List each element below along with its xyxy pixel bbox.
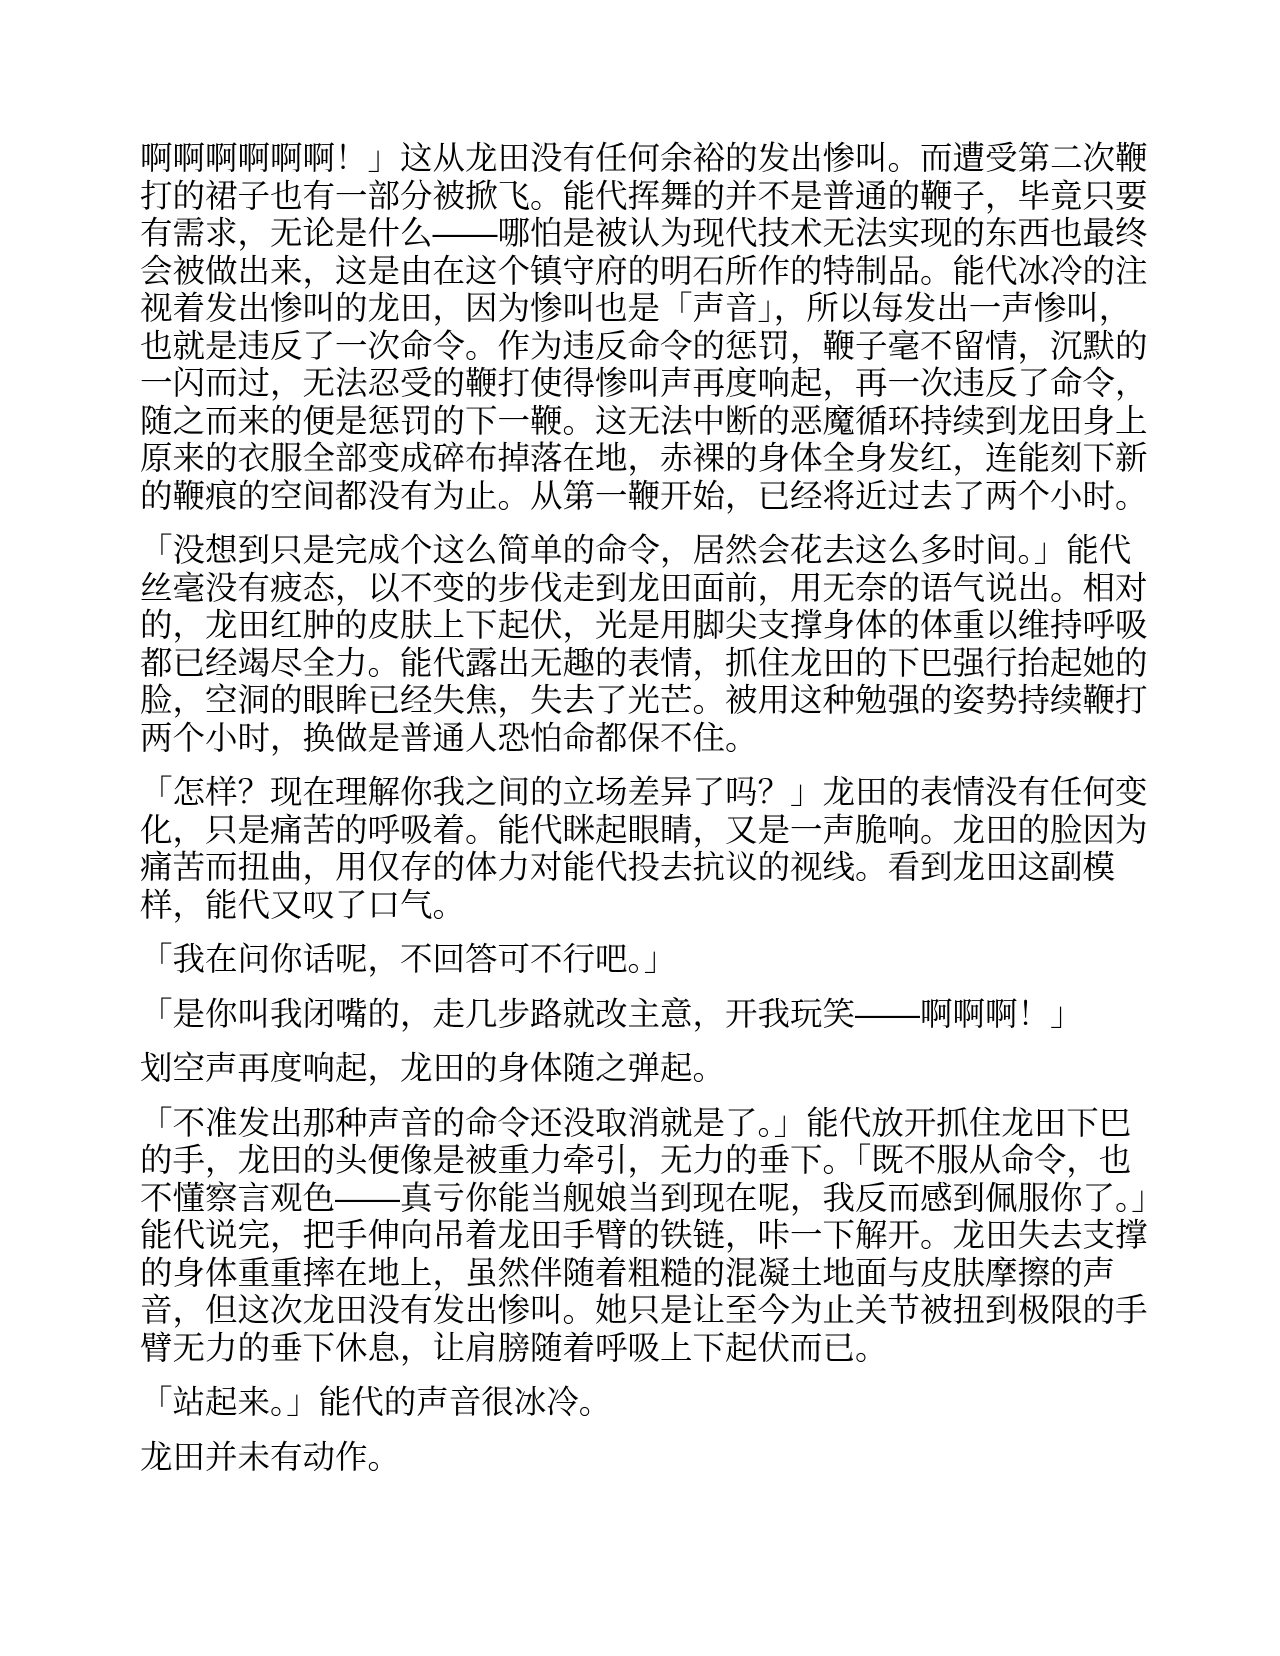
- paragraph: 「没想到只是完成个这么简单的命令，居然会花去这么多时间。」能代丝毫没有疲态，以不变的步伐走到龙田面前，用无奈的语气说出。相对的，龙田红肿的皮肤上下起伏，光是用脚尖支撑身体的体重以维持呼吸都已经竭尽全力。能代露出无趣的表情，抓住龙田的下巴强行抬起她的脸，空洞的眼眸已经失焦，失去了光芒。被用这种勉强的姿势持续鞭打两个小时，换做是普通人恐怕命都保不住。: [140, 532, 1148, 756]
- paragraph: 「怎样？现在理解你我之间的立场差异了吗？」龙田的表情没有任何变化，只是痛苦的呼吸着。能代眯起眼睛，又是一声脆响。龙田的脸因为痛苦而扭曲，用仅存的体力对能代投去抗议的视线。看到龙田这副模样，能代又叹了口气。: [140, 774, 1148, 923]
- paragraph: 龙田并未有动作。: [140, 1438, 401, 1475]
- paragraph: 划空声再度响起，龙田的身体随之弹起。: [140, 1050, 726, 1086]
- paragraph: 啊啊啊啊啊啊！」这从龙田没有任何余裕的发出惨叫。而遭受第二次鞭打的裙子也有一部分被掀飞。能代挥舞的并不是普通的鞭子，毕竟只要有需求，无论是什么——哪怕是被认为现代技术无法实现的东西也最终会被做出来，这是由在这个镇守府的明石所作的特制品。能代冰冷的注视着发出惨叫的龙田，因为惨叫也是「声音」，所以每发出一声惨叫，也就是违反了一次命令。作为违反命令的惩罚，鞭子毫不留情，沉默的一闪而过，无法忍受的鞭打使得惨叫声再度响起，再一次违反了命令，随之而来的便是惩罚的下一鞭。这无法中断的恶魔循环持续到龙田身上原来的衣服全部变成碎布掉落在地，赤裸的身体全身发红，连能刻下新的鞭痕的空间都没有为止。从第一鞭开始，已经将近过去了两个小时。: [140, 140, 1148, 514]
- paragraph: 「不准发出那种声音的命令还没取消就是了。」能代放开抓住龙田下巴的手，龙田的头便像是被重力牵引，无力的垂下。「既不服从命令，也不懂察言观色——真亏你能当舰娘当到现在呢，我反而感到佩服你了。」能代说完，把手伸向吊着龙田手臂的铁链，咔一下解开。龙田失去支撑的身体重重摔在地上，虽然伴随着粗糙的混凝土地面与皮肤摩擦的声音，但这次龙田没有发出惨叫。她只是让至今为止关节被扭到极限的手臂无力的垂下休息，让肩膀随着呼吸上下起伏而已。: [140, 1104, 1148, 1366]
- text-content: [140, 140, 1150, 1493]
- paragraph: 「是你叫我闭嘴的，走几步路就改主意，开我玩笑——啊啊啊！」: [140, 995, 1083, 1032]
- paragraph: 「我在问你话呢，不回答可不行吧。」: [140, 941, 677, 977]
- paragraph: 「站起来。」能代的声音很冰冷。: [140, 1384, 612, 1420]
